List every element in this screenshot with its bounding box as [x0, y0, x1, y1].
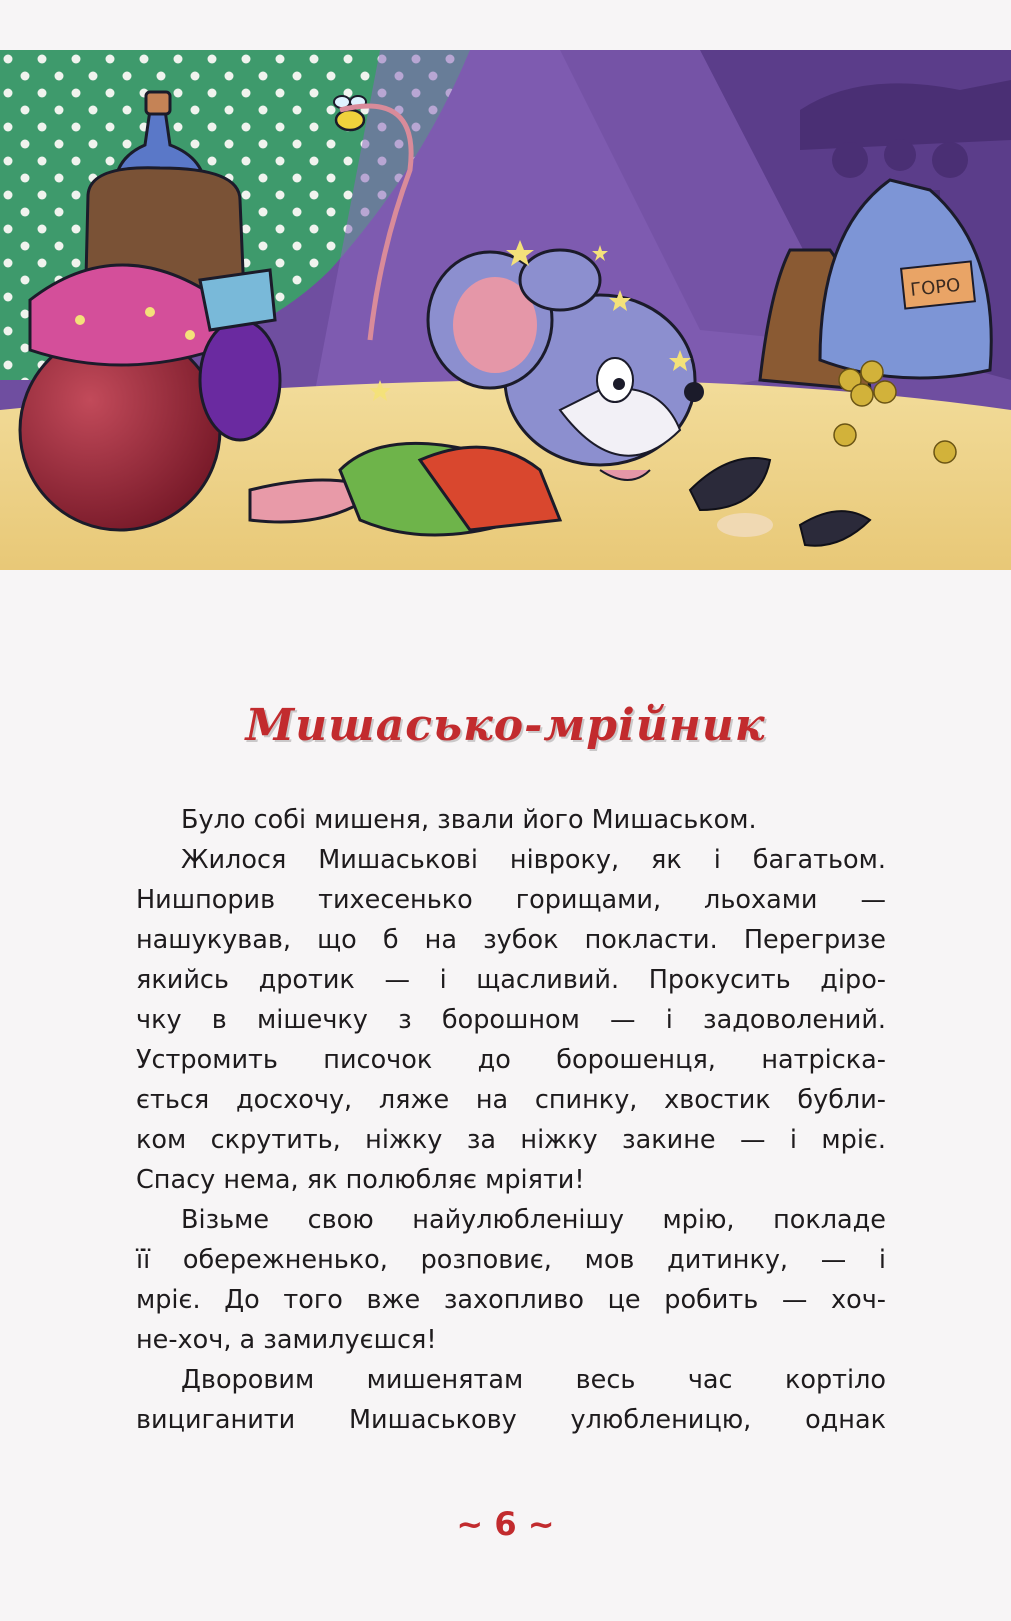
story-line: Устромить писочок до борошенця, натріска-: [136, 1045, 886, 1075]
story-line: чку в мішечку з борошном — і задоволений.: [136, 1005, 886, 1035]
page-number: ~ 6 ~: [456, 1505, 555, 1543]
bee: [334, 96, 366, 130]
story-line: ком скрутить, ніжку за ніжку закине — і мріє.: [136, 1125, 886, 1155]
story-title: Мишасько-мрійник: [245, 700, 766, 751]
story-line: ється досхочу, ляже на спинку, хвостик бубли-: [136, 1085, 886, 1115]
story-line: Жилося Мишаськові нівроку, як і багатьом.: [181, 845, 886, 875]
story-text: [136, 800, 886, 1440]
story-line: Нишпорив тихесенько горищами, льохами —: [136, 885, 886, 915]
story-illustration: [0, 50, 1011, 570]
story-line: її обережненько, розповиє, мов дитинку, — і: [136, 1245, 886, 1275]
story-line: нашукував, що б на зубок покласти. Перегризе: [136, 925, 886, 955]
story-line: Спасу нема, як полюбляє мріяти!: [136, 1165, 585, 1195]
mouse-dreaming-illustration: [0, 50, 1011, 570]
story-line: якийсь дротик — і щасливий. Прокусить діро-: [136, 965, 886, 995]
story-line: Візьме свою найулюбленішу мрію, покладе: [181, 1205, 886, 1235]
sack-label: ГОРО: [909, 274, 962, 301]
story-line: не-хоч, а замилуєшся!: [136, 1325, 437, 1355]
story-line: Було собі мишеня, звали його Мишаськом.: [181, 805, 757, 835]
story-line: вициганити Мишаськову улюбленицю, однак: [136, 1405, 886, 1435]
story-line: мріє. До того вже захопливо це робить — хоч-: [136, 1285, 886, 1315]
story-line: Дворовим мишенятам весь час кортіло: [181, 1365, 886, 1395]
